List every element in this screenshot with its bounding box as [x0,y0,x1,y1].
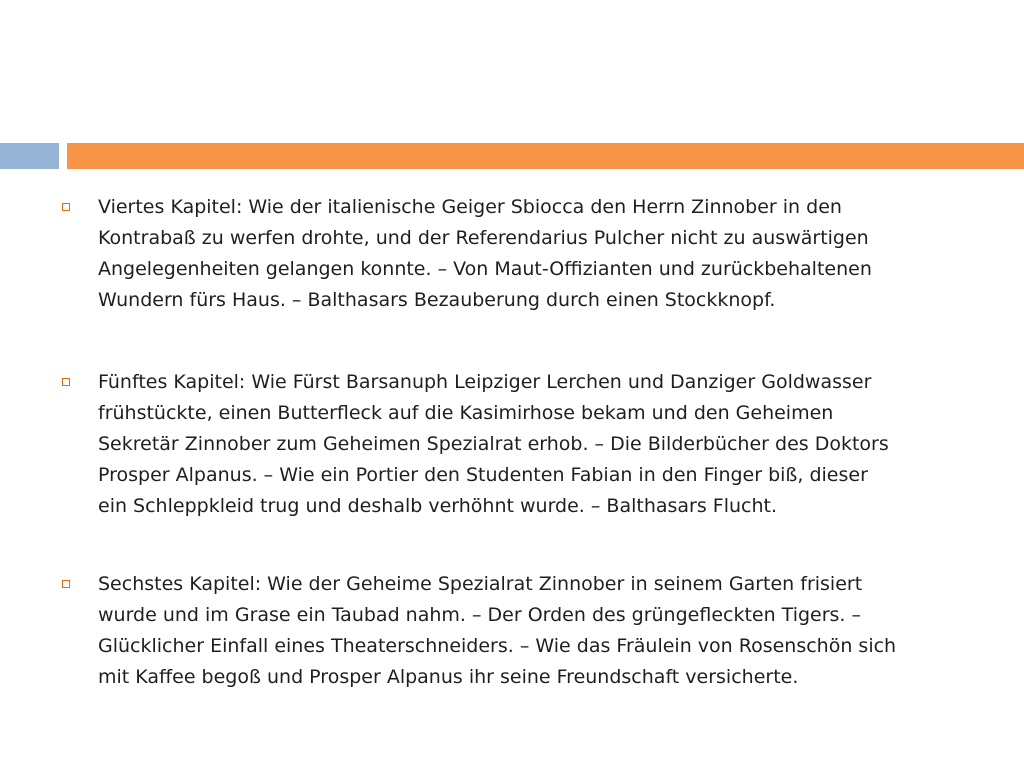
hollow-square-bullet-icon [62,203,70,211]
hollow-square-bullet-icon [62,378,70,386]
bullet-text: Viertes Kapitel: Wie der italienische Geiger Sbiocca den Herrn Zinnober in den Kontrabaß zu werfen drohte, und der Referendarius Pulcher nicht zu auswärtigen Angelegenheiten gelangen konnte. – Von Maut-Offizianten und zurückbehaltenen Wundern fürs Haus. – Balthasars Bezauberung durch einen Stockknopf. [98,196,872,311]
hollow-square-bullet-icon [62,580,70,588]
bullet-text: Fünftes Kapitel: Wie Fürst Barsanuph Leipziger Lerchen und Danziger Goldwasser frühstückte, einen Butterfleck auf die Kasimirhose bekam und den Geheimen Sekretär Zinnober zum Geheimen Spezialrat erhob. – Die Bilderbücher des Doktors Prosper Alpanus. – Wie ein Portier den Studenten Fabian in den Finger biß, dieser ein Schleppkleid trug und deshalb verhöhnt wurde. – Balthasars Flucht. [98,371,889,517]
bullet-text: Sechstes Kapitel: Wie der Geheime Spezialrat Zinnober in seinem Garten frisiert wurde und im Grase ein Taubad nahm. – Der Orden des grüngefleckten Tigers. – Glücklicher Einfall eines Theaterschneiders. – Wie das Fräulein von Rosenschön sich mit Kaffee begoß und Prosper Alpanus ihr seine Freundschaft versicherte. [98,573,897,688]
